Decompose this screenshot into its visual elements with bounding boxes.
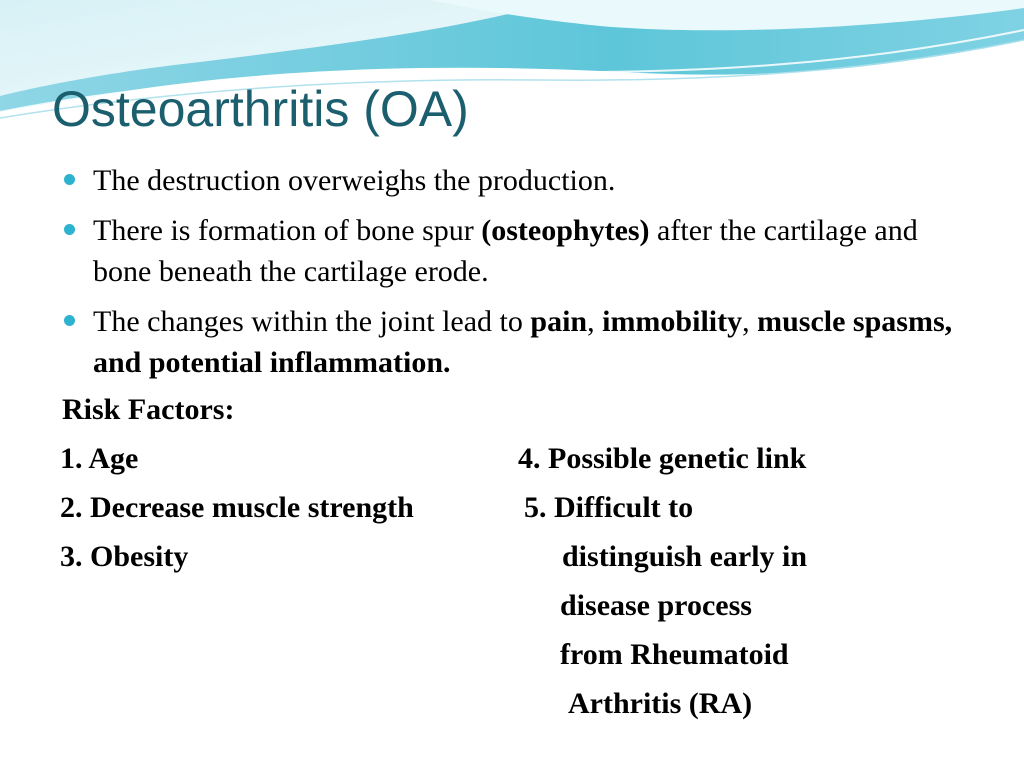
bullet-text-bold-immobility: immobility — [602, 305, 743, 338]
bullet-text-bold: (osteophytes) — [481, 214, 650, 247]
bullet-text-bold-symptoms: muscle spasms, and potential inflammation. — [93, 305, 953, 379]
bullet-dot-icon — [64, 224, 75, 235]
bullet-list — [62, 160, 962, 392]
bullet-text-pre: The changes within the joint lead to — [93, 305, 531, 338]
risk-factor-right: distinguish early in — [562, 540, 808, 573]
risk-factor-left: 2. Decrease muscle strength — [60, 491, 414, 524]
bullet-item — [62, 210, 962, 292]
bullet-item — [62, 160, 962, 201]
risk-factor-right: 4. Possible genetic link — [518, 442, 807, 475]
bullet-text-mid: , — [587, 305, 603, 338]
bullet-text-mid: , — [742, 305, 758, 338]
risk-factor-left: 1. Age — [60, 442, 139, 475]
bullet-dot-icon — [64, 174, 75, 185]
bullet-text-post: after the cartilage and bone beneath the cartilage erode. — [93, 214, 918, 288]
risk-factor-left: 3. Obesity — [60, 540, 189, 573]
risk-factor-right: Arthritis (RA) — [568, 687, 753, 720]
bullet-item — [62, 301, 962, 383]
slide-title: Osteoarthritis (OA) — [52, 81, 469, 137]
risk-factor-right: from Rheumatoid — [560, 638, 789, 671]
bullet-text: The destruction overweighs the production. — [93, 164, 616, 197]
risk-factor-right: disease process — [560, 589, 752, 622]
risk-factor-right: 5. Difficult to — [524, 491, 694, 524]
risk-factors-heading: Risk Factors: — [62, 393, 235, 426]
bullet-text-bold-pain: pain — [530, 305, 588, 338]
bullet-text-pre: There is formation of bone spur — [93, 214, 482, 247]
bullet-dot-icon — [64, 315, 75, 326]
